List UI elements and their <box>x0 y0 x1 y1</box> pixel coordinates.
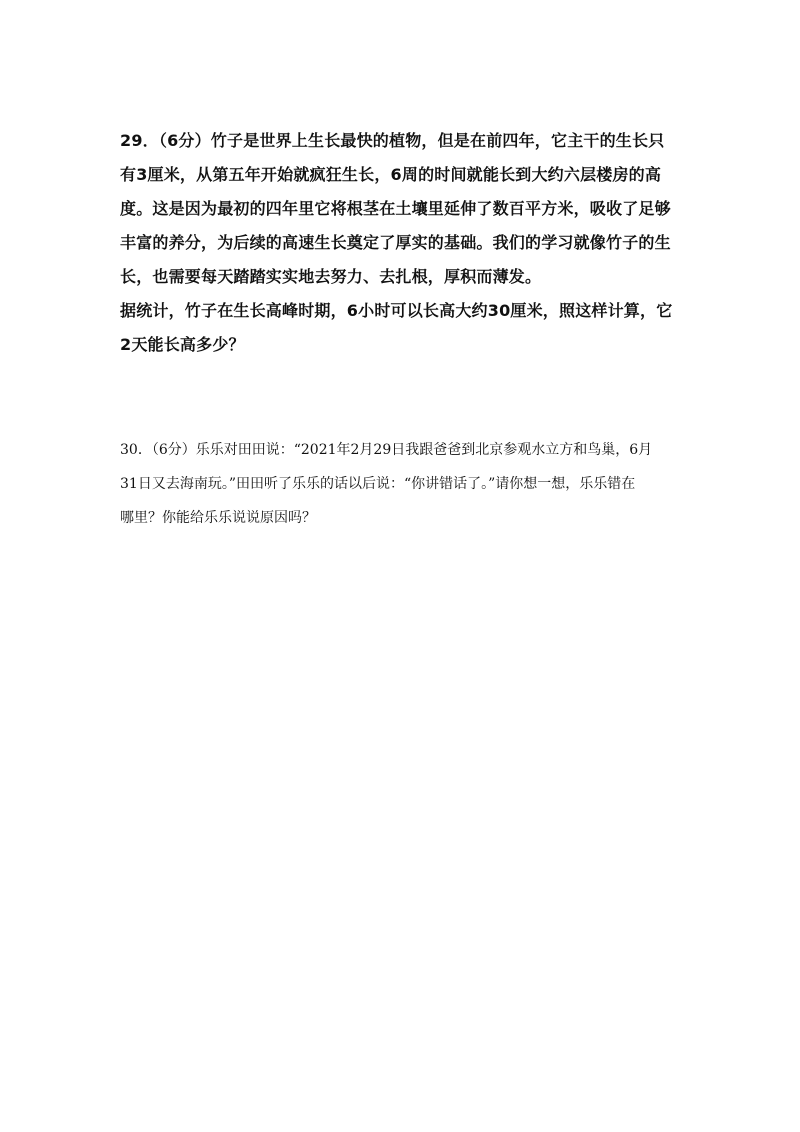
question-29-line: 度。这是因为最初的四年里它将根茎在土壤里延伸了数百平方米，吸收了足够 <box>120 199 671 218</box>
question-29 <box>120 124 680 362</box>
question-30 <box>120 433 690 535</box>
question-29-line: 丰富的养分，为后续的高速生长奠定了厚实的基础。我们的学习就像竹子的生 <box>120 233 671 252</box>
question-29-line: 29．（6分）竹子是世界上生长最快的植物，但是在前四年，它主干的生长只 <box>120 131 665 150</box>
question-29-line: 据统计，竹子在生长高峰时期，6小时可以长高大约30厘米，照这样计算，它 <box>120 301 673 320</box>
question-30-line: 31日又去海南玩。”田田听了乐乐的话以后说：“你讲错话了。”请你想一想，乐乐错在 <box>120 476 636 492</box>
question-30-line: 30．（6分）乐乐对田田说：“2021年2月29日我跟爸爸到北京参观水立方和鸟巢，6月 <box>120 442 653 458</box>
question-29-line: 有3厘米，从第五年开始就疯狂生长，6周的时间就能长到大约六层楼房的高 <box>120 165 662 184</box>
question-29-line: 长，也需要每天踏踏实实地去努力、去扎根，厚积而薄发。 <box>120 267 542 286</box>
question-30-line: 哪里？你能给乐乐说说原因吗？ <box>120 510 316 526</box>
question-29-line: 2天能长高多少？ <box>120 335 245 354</box>
